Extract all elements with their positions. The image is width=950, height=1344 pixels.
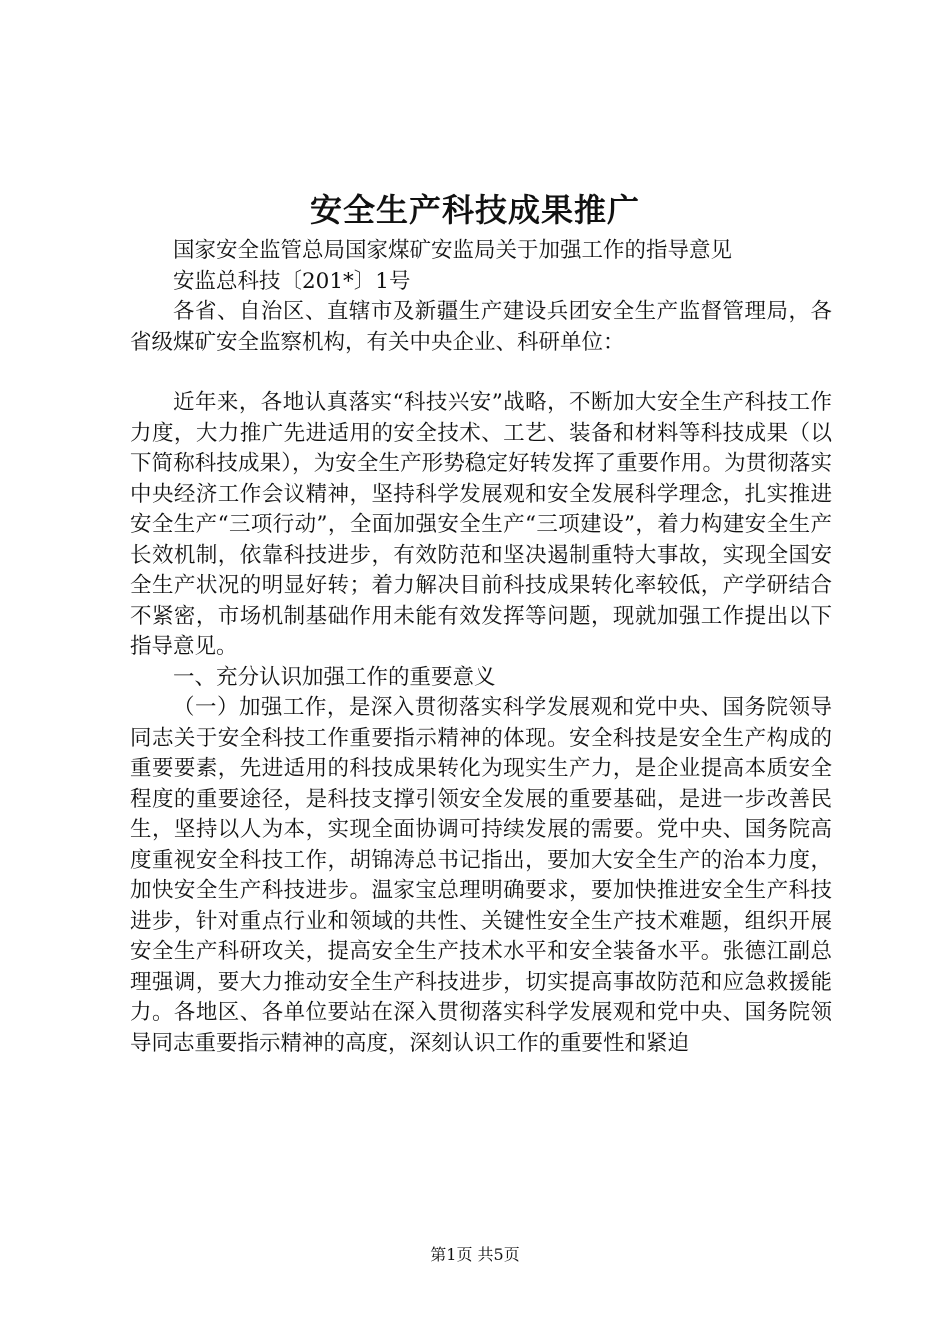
section-paragraph: （一）加强工作，是深入贯彻落实科学发展观和党中央、国务院领导同志关于安全科技工作重要指示精神的体现。安全科技是安全生产构成的重要要素，先进适用的科技成果转化为现实生产力，是企业提高本质安全程度的重要途径，是科技支撑引领安全发展的重要基础，是进一步改善民生，坚持以人为本，实现全面协调可持续发展的需要。党中央、国务院高度重视安全科技工作，胡锦涛总书记指出，要加大安全生产的治本力度，加快安全生产科技进步。温家宝总理明确要求，要加快推进安全生产科技进步，针对重点行业和领域的共性、关键性安全生产技术难题，组织开展安全生产科研攻关，提高安全生产技术水平和安全装备水平。张德江副总理强调，要大力推动安全生产科技进步，切实提高事故防范和应急救援能力。各地区、各单位要站在深入贯彻落实科学发展观和党中央、国务院领导同志重要指示精神的高度，深刻认识工作的重要性和紧迫 (130, 695, 832, 1056)
subtitle-paragraph: 国家安全监管总局国家煤矿安监局关于加强工作的指导意见 (173, 238, 733, 263)
document-title: 安全生产科技成果推广 (309, 191, 640, 229)
section-heading: 一、充分认识加强工作的重要意义 (173, 664, 496, 690)
intro-paragraph: 近年来，各地认真落实“科技兴安”战略，不断加大安全生产科技工作力度，大力推广先进适用的安全技术、工艺、装备和材料等科技成果（以下简称科技成果），为安全生产形势稳定好转发挥了重要作用。为贯彻落实中央经济工作会议精神，坚持科学发展观和安全发展科学理念，扎实推进安全生产“三项行动”，全面加强安全生产“三项建设”，着力构建安全生产长效机制，依靠科技进步，有效防范和坚决遏制重特大事故，实现全国安全生产状况的明显好转；着力解决目前科技成果转化率较低，产学研结合不紧密，市场机制基础作用未能有效发挥等问题，现就加强工作提出以下指导意见。 (130, 390, 832, 659)
document-body (130, 236, 832, 1059)
document-number: 安监总科技〔201*〕1号 (173, 268, 411, 294)
addressee-paragraph: 各省、自治区、直辖市及新疆生产建设兵团安全生产监督管理局，各省级煤矿安全监察机构，有关中央企业、科研单位： (130, 299, 832, 355)
page-footer: 第1页 共5页 (430, 1245, 520, 1264)
